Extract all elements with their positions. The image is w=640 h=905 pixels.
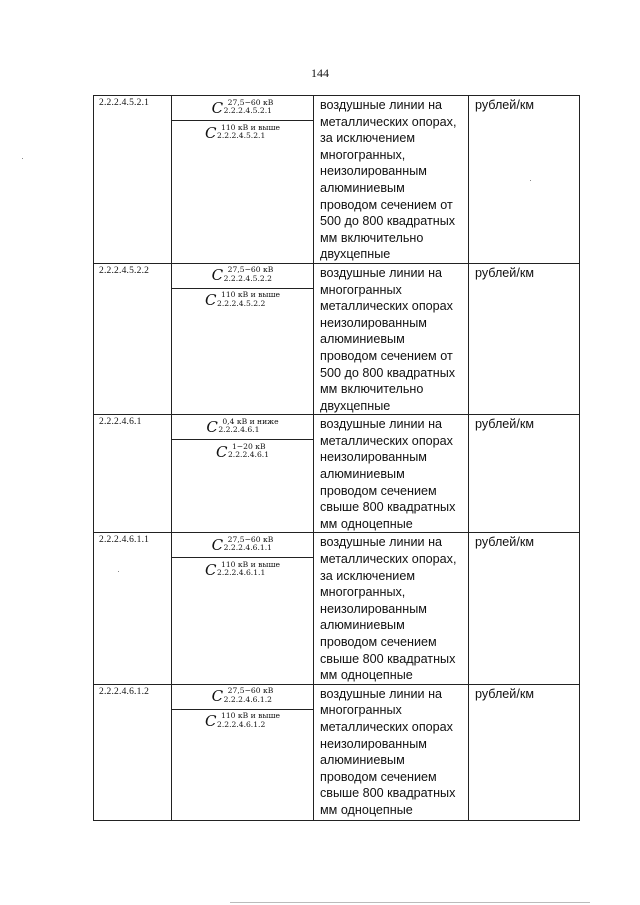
row-description: воздушные линии на многогранных металлических опорах неизолированным алюминиевым проводом сечением от 500 до 800 квадратных мм включительно двухцепные (320, 265, 456, 413)
rate-formula (172, 439, 313, 464)
formula-subscript: 2.2.2.4.6.1.2 (217, 719, 266, 729)
unit-cell (469, 533, 580, 684)
rates-table (93, 95, 580, 821)
code-cell (94, 415, 172, 533)
formula-subscript: 2.2.2.4.5.2.1 (217, 131, 266, 140)
rate-formula (172, 288, 313, 313)
code-cell (94, 684, 172, 820)
description-cell (314, 263, 469, 414)
scan-edge-line (230, 902, 590, 903)
row-description: воздушные линии на многогранных металлических опорах неизолированным алюминиевым проводом сечением свыше 800 квадратных мм одноцепные (320, 686, 456, 817)
formula-superscript: 110 кВ и выше (221, 559, 280, 569)
formula-superscript: 110 кВ и выше (221, 711, 280, 721)
formula-subscript: 2.2.2.4.6.1 (227, 450, 270, 460)
formula-superscript: 27,5−60 кВ (227, 97, 274, 107)
formula-cell (172, 415, 314, 533)
formula-symbol: C (211, 687, 224, 706)
formula-cell (172, 684, 314, 820)
rate-formula (172, 557, 313, 582)
row-unit: рублей/км (475, 265, 535, 280)
formula-subscript: 2.2.2.4.5.2.2 (217, 298, 266, 308)
code-cell (94, 263, 172, 414)
table-row (94, 533, 580, 684)
formula-superscript: 27,5−60 кВ (227, 534, 274, 544)
row-description: воздушные линии на металлических опорах, за исключением многогранных, неизолированным алюминиевым проводом сечением от 500 до 800 квадратных мм включительно двухцепные (320, 98, 457, 262)
row-code: 2.2.2.4.6.1 (99, 417, 142, 428)
row-description: воздушные линии на металлических опорах неизолированным алюминиевым проводом сечением свыше 800 квадратных мм одноцепные (320, 417, 456, 531)
rate-formula (172, 685, 313, 709)
formula-superscript: 27,5−60 кВ (227, 686, 274, 696)
formula-subscript: 2.2.2.4.6.1.1 (223, 543, 272, 553)
table-row (94, 415, 580, 533)
row-code: 2.2.2.4.5.2.2 (99, 265, 150, 276)
unit-cell (469, 96, 580, 264)
formula-symbol: C (205, 712, 217, 731)
code-cell (94, 533, 172, 684)
rate-formula (172, 96, 313, 120)
description-cell (314, 415, 469, 533)
scan-speck (530, 180, 531, 181)
rate-formula (172, 264, 313, 288)
description-cell (314, 684, 469, 820)
row-code: 2.2.2.4.5.2.1 (99, 98, 150, 108)
formula-symbol: C (205, 291, 217, 310)
table-row (94, 96, 580, 264)
formula-cell (172, 96, 314, 264)
row-code: 2.2.2.4.6.1.1 (99, 535, 150, 546)
scan-speck (118, 571, 119, 572)
formula-superscript: 27,5−60 кВ (227, 265, 274, 275)
table-row (94, 684, 580, 820)
description-cell (314, 96, 469, 264)
formula-symbol: C (215, 442, 228, 461)
unit-cell (469, 415, 580, 533)
page-number: 144 (311, 66, 329, 80)
row-code: 2.2.2.4.6.1.2 (99, 686, 150, 697)
formula-superscript: 1−20 кВ (231, 441, 266, 451)
formula-cell (172, 263, 314, 414)
row-unit: рублей/км (475, 417, 535, 432)
formula-cell (172, 533, 314, 684)
formula-symbol: C (205, 123, 217, 142)
code-cell (94, 96, 172, 264)
unit-cell (469, 684, 580, 820)
rate-formula (172, 120, 313, 145)
row-unit: рублей/км (475, 535, 535, 550)
row-description: воздушные линии на металлических опорах, за исключением многогранных, неизолированным алюминиевым проводом сечением свыше 800 квадратных мм одноцепные (320, 535, 457, 683)
formula-superscript: 0,4 кВ и ниже (222, 416, 279, 426)
formula-subscript: 2.2.2.4.5.2.1 (223, 106, 272, 115)
rate-formula (172, 415, 313, 439)
formula-symbol: C (211, 266, 224, 285)
formula-symbol: C (211, 98, 224, 117)
rate-formula (172, 709, 313, 734)
rate-formula (172, 533, 313, 557)
formula-superscript: 110 кВ и выше (221, 122, 280, 132)
table-row (94, 263, 580, 414)
row-unit: рублей/км (475, 98, 535, 112)
formula-superscript: 110 кВ и выше (221, 290, 280, 300)
scan-speck (22, 158, 23, 159)
formula-symbol: C (206, 417, 218, 436)
formula-symbol: C (205, 560, 217, 579)
description-cell (314, 533, 469, 684)
formula-subscript: 2.2.2.4.6.1 (218, 425, 260, 435)
unit-cell (469, 263, 580, 414)
formula-subscript: 2.2.2.4.5.2.2 (223, 273, 272, 283)
formula-subscript: 2.2.2.4.6.1.1 (217, 568, 266, 578)
formula-subscript: 2.2.2.4.6.1.2 (223, 694, 272, 704)
row-unit: рублей/км (475, 686, 535, 701)
formula-symbol: C (211, 535, 224, 554)
